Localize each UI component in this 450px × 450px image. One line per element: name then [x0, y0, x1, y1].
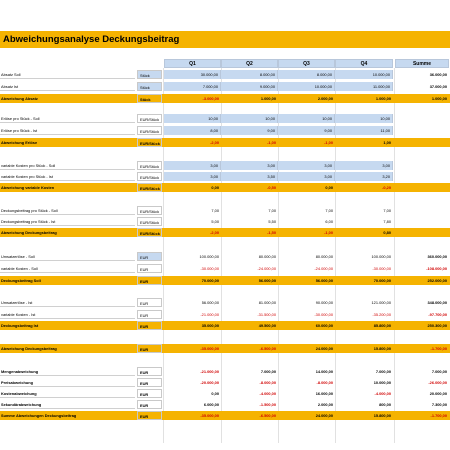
table-row	[0, 183, 450, 192]
value-cell-q1[interactable]: 56.000,00	[201, 300, 219, 305]
value-cell-q2[interactable]: -0,50	[267, 185, 276, 190]
sum-cell[interactable]	[395, 138, 449, 147]
value-cell-q1[interactable]: 30.000,00	[164, 70, 221, 79]
table-row	[0, 172, 450, 181]
unit-cell[interactable]: EUR	[137, 298, 162, 307]
value-cell-q2[interactable]: 7.000,00	[260, 369, 276, 374]
unit-cell[interactable]: EUR/Stück	[137, 126, 162, 135]
value-cell-q4[interactable]: 10,00	[335, 114, 393, 123]
value-cell-q2[interactable]: 3,00	[221, 161, 278, 170]
value-cell-q2[interactable]: -24.000,00	[257, 266, 276, 271]
table-row	[0, 378, 450, 387]
table-row	[0, 126, 450, 135]
value-cell-q3[interactable]: 80.000,00	[315, 254, 333, 259]
value-cell-q1[interactable]: 0,00	[211, 185, 219, 190]
unit-cell[interactable]: Stück	[137, 94, 162, 103]
value-cell-q1[interactable]: 10,00	[164, 114, 221, 123]
sum-cell[interactable]: 348.000,00	[427, 300, 447, 305]
row-label: variable Kosten pro Stück - Soll	[1, 163, 56, 168]
value-cell-q3[interactable]: 60.000,00	[315, 323, 333, 328]
table-row	[0, 161, 450, 170]
value-cell-q2[interactable]: -8.000,00	[259, 380, 276, 385]
table-row	[0, 298, 450, 307]
value-cell-q3[interactable]: 3,00	[278, 161, 335, 170]
unit-cell[interactable]: Stück	[137, 70, 162, 79]
sum-cell[interactable]	[395, 217, 449, 226]
value-cell-q2[interactable]: -1,00	[267, 140, 276, 145]
row-label: Umsatzerlöse - Ist	[1, 300, 33, 305]
row-label: Deckungsbeitrag Ist	[1, 323, 39, 328]
sum-cell[interactable]: 7.300,00	[431, 402, 447, 407]
unit-cell[interactable]: EUR	[137, 321, 162, 330]
unit-cell[interactable]: EUR	[137, 378, 162, 387]
unit-cell[interactable]: EUR	[137, 344, 162, 353]
sum-cell[interactable]	[395, 172, 449, 181]
sum-cell[interactable]	[395, 126, 449, 135]
value-cell-q4[interactable]: 3,20	[335, 172, 393, 181]
unit-cell[interactable]: EUR	[137, 367, 162, 376]
value-cell-q2[interactable]: -4.000,00	[259, 391, 276, 396]
value-cell-q1[interactable]: 3,00	[164, 161, 221, 170]
sum-cell[interactable]: 250.300,00	[427, 323, 447, 328]
value-cell-q2[interactable]: 10,00	[221, 114, 278, 123]
value-cell-q4[interactable]: 1.000,00	[375, 96, 391, 101]
value-cell-q3[interactable]: 3,00	[278, 172, 335, 181]
value-cell-q3[interactable]: 56.000,00	[315, 278, 333, 283]
value-cell-q4[interactable]: 3,00	[335, 161, 393, 170]
value-cell-q4[interactable]: 0,80	[383, 230, 391, 235]
value-cell-q2[interactable]: -1,50	[267, 230, 276, 235]
value-cell-q4[interactable]: 10.000,00	[335, 70, 393, 79]
sheet-title: Abweichungsanalyse Deckungsbeitrag	[3, 34, 180, 45]
value-cell-q1[interactable]: 5,00	[211, 219, 219, 224]
table-row	[0, 344, 450, 353]
value-cell-q2[interactable]: 3,50	[221, 172, 278, 181]
value-cell-q4[interactable]: -35.200,00	[372, 312, 391, 317]
table-row	[0, 400, 450, 409]
value-cell-q1[interactable]: 3,00	[164, 172, 221, 181]
sum-cell[interactable]	[395, 114, 449, 123]
unit-cell[interactable]: EUR	[137, 252, 162, 261]
value-cell-q4[interactable]: 10.000,00	[373, 380, 391, 385]
sum-cell[interactable]: 36.000,00	[429, 72, 447, 77]
sum-cell[interactable]: -26.000,00	[428, 380, 447, 385]
value-cell-q2[interactable]: -1.500,00	[259, 402, 276, 407]
value-cell-q2[interactable]: -6.500,00	[259, 413, 276, 418]
value-cell-q4[interactable]: -0,20	[382, 185, 391, 190]
sum-cell[interactable]	[395, 161, 449, 170]
sum-cell[interactable]	[395, 183, 449, 192]
sum-cell[interactable]	[395, 228, 449, 237]
value-cell-q4[interactable]: 100.000,00	[371, 254, 391, 259]
value-cell-q3[interactable]: 9,00	[278, 126, 335, 135]
unit-cell[interactable]: Stück	[137, 82, 162, 91]
unit-cell[interactable]: EUR	[137, 310, 162, 319]
value-cell-q2[interactable]: 1.000,00	[260, 96, 276, 101]
value-cell-q3[interactable]: 14.000,00	[315, 369, 333, 374]
row-label: variable Kosten - Soll	[1, 266, 38, 271]
value-cell-q3[interactable]: -30.000,00	[314, 312, 333, 317]
unit-cell[interactable]: EUR	[137, 411, 162, 420]
sum-cell[interactable]: 37.000,00	[429, 84, 447, 89]
value-cell-q3[interactable]: 2.000,00	[317, 402, 333, 407]
header-q2: Q2	[221, 59, 278, 68]
row-label: Summe Abweichungen Deckungsbeitrag	[1, 413, 77, 418]
value-cell-q1[interactable]: 35.000,00	[201, 323, 219, 328]
title-bar	[0, 31, 450, 48]
value-cell-q4[interactable]: -30.000,00	[372, 266, 391, 271]
unit-cell[interactable]: EUR	[137, 264, 162, 273]
value-cell-q1[interactable]: 7.000,00	[164, 82, 221, 91]
value-cell-q4[interactable]: 800,00	[379, 402, 391, 407]
value-cell-q2[interactable]: -31.500,00	[257, 312, 276, 317]
value-cell-q3[interactable]: -1,00	[324, 140, 333, 145]
value-cell-q4[interactable]: 7,00	[383, 208, 391, 213]
sum-cell[interactable]: -1.700,00	[430, 346, 447, 351]
header-q1: Q1	[164, 59, 221, 68]
row-label: Absatz Soll	[1, 72, 21, 77]
table-row	[0, 82, 450, 91]
value-cell-q3[interactable]: -24.000,00	[314, 266, 333, 271]
unit-cell[interactable]: EUR	[137, 276, 162, 285]
value-cell-q4[interactable]: 7.000,00	[375, 369, 391, 374]
value-cell-q3[interactable]: 10.000,00	[278, 82, 335, 91]
value-cell-q1[interactable]: -3.000,00	[202, 96, 219, 101]
table-row	[0, 321, 450, 330]
value-cell-q3[interactable]: 10,00	[278, 114, 335, 123]
sum-cell[interactable]	[395, 206, 449, 215]
sum-cell[interactable]: 7.000,00	[431, 369, 447, 374]
header-q4: Q4	[335, 59, 393, 68]
value-cell-q1[interactable]: -20.000,00	[200, 380, 219, 385]
unit-cell[interactable]: EUR/Stück	[137, 138, 162, 147]
row-label: Erlöse pro Stück - Soll	[1, 116, 40, 121]
sum-cell[interactable]: -108.000,00	[426, 266, 447, 271]
value-cell-q1[interactable]: -21.000,00	[200, 369, 219, 374]
unit-cell[interactable]: EUR/Stück	[137, 206, 162, 215]
sum-cell[interactable]: 1.000,00	[431, 96, 447, 101]
row-label: Mengenabweichung	[1, 369, 39, 374]
row-label: Sekundärabweichung	[1, 402, 42, 407]
value-cell-q3[interactable]: 16.000,00	[315, 391, 333, 396]
value-cell-q2[interactable]: 9.000,00	[221, 82, 278, 91]
sum-cell[interactable]: 360.000,00	[427, 254, 447, 259]
sum-cell[interactable]: 252.000,00	[427, 278, 447, 283]
sum-cell[interactable]: -1.700,00	[430, 413, 447, 418]
unit-cell[interactable]: EUR/Stück	[137, 114, 162, 123]
table-row	[0, 206, 450, 215]
value-cell-q4[interactable]: 11,00	[335, 126, 393, 135]
value-cell-q4[interactable]: 1,00	[383, 140, 391, 145]
row-label: Abweichung Erlöse	[1, 140, 38, 145]
unit-cell[interactable]: EUR	[137, 389, 162, 398]
table-row	[0, 228, 450, 237]
row-label: variable Kosten pro Stück - Ist	[1, 174, 53, 179]
table-row	[0, 252, 450, 261]
value-cell-q1[interactable]: -2,00	[210, 140, 219, 145]
value-cell-q3[interactable]: 0,00	[325, 185, 333, 190]
value-cell-q2[interactable]: 5,50	[268, 219, 276, 224]
unit-cell[interactable]: EUR/Stück	[137, 228, 162, 237]
unit-cell[interactable]: EUR/Stück	[137, 183, 162, 192]
row-label: Kostenabweichung	[1, 391, 37, 396]
unit-cell[interactable]: EUR/Stück	[137, 217, 162, 226]
table-row	[0, 70, 450, 79]
row-label: Deckungsbeitrag pro Stück - Ist	[1, 219, 56, 224]
table-row	[0, 389, 450, 398]
value-cell-q2[interactable]: 49.500,00	[258, 323, 276, 328]
value-cell-q1[interactable]: 8,00	[164, 126, 221, 135]
value-cell-q2[interactable]: 8.000,00	[221, 70, 278, 79]
value-cell-q2[interactable]: 7,00	[268, 208, 276, 213]
table-row	[0, 310, 450, 319]
value-cell-q4[interactable]: 7,80	[383, 219, 391, 224]
value-cell-q3[interactable]: -8.000,00	[316, 380, 333, 385]
table-row	[0, 367, 450, 376]
value-cell-q4[interactable]: 11.000,00	[335, 82, 393, 91]
value-cell-q1[interactable]: 0,00	[211, 391, 219, 396]
row-label: Deckungsbeitrag Soll	[1, 278, 41, 283]
row-label: Abweichung Absatz	[1, 96, 38, 101]
value-cell-q4[interactable]: 15.800,00	[373, 413, 391, 418]
row-label: Abweichung Deckungsbeitrag	[1, 230, 57, 235]
value-cell-q2[interactable]: 9,00	[221, 126, 278, 135]
value-cell-q4[interactable]: 121.000,00	[371, 300, 391, 305]
value-cell-q1[interactable]: -35.000,00	[200, 346, 219, 351]
unit-cell[interactable]: EUR/Stück	[137, 172, 162, 181]
value-cell-q3[interactable]: 24.000,00	[315, 346, 333, 351]
row-label: Absatz Ist	[1, 84, 19, 89]
value-cell-q3[interactable]: 24.000,00	[315, 413, 333, 418]
row-label: Abweichung variable Kosten	[1, 185, 55, 190]
value-cell-q1[interactable]: 6.000,00	[203, 402, 219, 407]
row-label: Abweichung Deckungsbeitrag	[1, 346, 57, 351]
value-cell-q3[interactable]: 90.000,00	[315, 300, 333, 305]
value-cell-q1[interactable]: 70.000,00	[201, 278, 219, 283]
header-summe: Summe	[395, 59, 449, 68]
header-q3: Q3	[278, 59, 335, 68]
value-cell-q3[interactable]: 6,00	[325, 219, 333, 224]
unit-cell[interactable]: EUR/Stück	[137, 161, 162, 170]
row-label: Umsatzerlöse - Soll	[1, 254, 35, 259]
value-cell-q2[interactable]: 81.000,00	[258, 300, 276, 305]
row-label: Preisabweichung	[1, 380, 33, 385]
table-row	[0, 411, 450, 420]
value-cell-q3[interactable]: 8.000,00	[278, 70, 335, 79]
table-row	[0, 264, 450, 273]
value-cell-q4[interactable]: -4.000,00	[374, 391, 391, 396]
row-label: Erlöse pro Stück - Ist	[1, 128, 38, 133]
value-cell-q4[interactable]: 15.800,00	[373, 346, 391, 351]
row-label: variable Kosten - Ist	[1, 312, 36, 317]
table-row	[0, 138, 450, 147]
sum-cell[interactable]: -97.700,00	[428, 312, 447, 317]
value-cell-q1[interactable]: 100.000,00	[199, 254, 219, 259]
table-row	[0, 276, 450, 285]
value-cell-q1[interactable]: -2,00	[210, 230, 219, 235]
value-cell-q4[interactable]: 70.000,00	[373, 278, 391, 283]
value-cell-q2[interactable]: 80.000,00	[258, 254, 276, 259]
table-row	[0, 217, 450, 226]
value-cell-q2[interactable]: 56.000,00	[258, 278, 276, 283]
value-cell-q1[interactable]: 7,00	[211, 208, 219, 213]
sum-cell[interactable]: 20.000,00	[429, 391, 447, 396]
value-cell-q1[interactable]: -21.000,00	[200, 312, 219, 317]
value-cell-q3[interactable]: 2.000,00	[317, 96, 333, 101]
table-row	[0, 94, 450, 103]
value-cell-q3[interactable]: 7,00	[325, 208, 333, 213]
table-row	[0, 114, 450, 123]
row-label: Deckungsbeitrag pro Stück - Soll	[1, 208, 58, 213]
value-cell-q3[interactable]: -1,00	[324, 230, 333, 235]
value-cell-q4[interactable]: 85.800,00	[373, 323, 391, 328]
value-cell-q1[interactable]: -30.000,00	[200, 266, 219, 271]
unit-cell[interactable]: EUR	[137, 400, 162, 409]
value-cell-q2[interactable]: -6.500,00	[259, 346, 276, 351]
value-cell-q1[interactable]: -35.000,00	[200, 413, 219, 418]
